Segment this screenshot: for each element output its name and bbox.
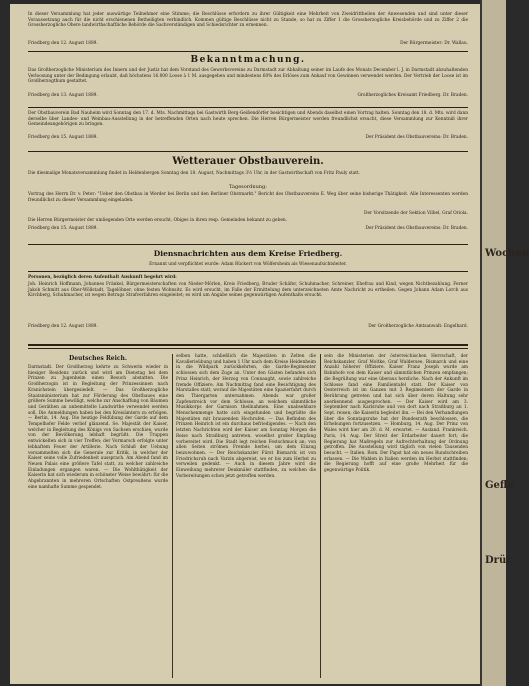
separator bbox=[28, 107, 468, 108]
edge-text: Gefle bbox=[485, 480, 514, 491]
adjacent-page-edge bbox=[480, 0, 529, 686]
section-double-rule bbox=[28, 344, 468, 346]
edge-text: Wochen bbox=[485, 248, 529, 259]
obstbau-visit-signature: Der Präsident des Obstbauvereins: Dr. Braden. bbox=[365, 135, 468, 140]
personen-date: Friedberg den 12. August 1889. bbox=[28, 324, 98, 329]
amtsanwalt-signature: Der Großherzogliche Amtsanwalt: Engelhard. bbox=[368, 324, 468, 329]
notice-assembly-signature: Der Bürgermeister: Dr. Wallau. bbox=[400, 41, 468, 46]
separator bbox=[28, 51, 468, 52]
wetterauer-obstbauverein-title: Wetterauer Obstbauverein. bbox=[172, 156, 324, 167]
separator bbox=[28, 271, 468, 272]
vorsitzender-signature: Der Vorsitzende der Sektion Vilbel, Graf Oriola. bbox=[364, 211, 468, 216]
column-right bbox=[324, 354, 468, 678]
obstbau-visit-body: Der Obstbauverein Bad Nauheim wird Sonntag den 17. d. Mts. Nachmittags bei Gastwirth Berg-Geißendörfer besichtigen und Abends daselbst einen Vortrag halten. Sonntag den 18. d. Mts. wird dann derselbe über Landes- und Weinbau-Ausstellung in der betreffenden Orten nach heute sprechen. Die Herren Bürgermeister werden freundlichst ersucht, diese Versammlung zur Kenntniß ihrer Gemeindeangehörigen zu bringen. bbox=[28, 111, 468, 128]
praesident-signature: Der Präsident des Obstbauvereins: Dr. Braden. bbox=[365, 226, 468, 231]
diensnachrichten-title: Diensnachrichten aus dem Kreise Friedberg. bbox=[153, 249, 343, 258]
personen-body: Joh. Heinrich Hoffmann, Johannes Fränkel, Bürgermeisterschaften von Nieder-Mörlen, Kreis Friedberg, Bruder Schäfer, Schuhmacher, Schreiner, Ehefrau und Kind, wegen Nichtbezahlung. Ferner Jakob Schmitt aus Ober-Wöllstadt, Tagelöhner, ohne festen Wohnsitz. Es wird ersucht, im Falle der Ermittelung dem unterzeichneten Amte Nachricht zu ertheilen. Gegen Johann Adam Lorch aus Kirchberg, Schuhmacher, ist wegen Betrugs Strafverfahren eingeleitet; es wird um Angabe seines gegenwärtigen Aufenthalts ersucht. bbox=[28, 282, 468, 299]
bekanntmachung-signature: Großherzogliches Kreisamt Friedberg. Dr. Braden. bbox=[357, 93, 468, 98]
column-text: sein die Ministerien der österreichischen Herrschaft, der Reichskanzler, Graf Moltke, Graf Waldersee, Bismarck und eine Anzahl höherer Offiziere. Kaiser Franz Joseph wurde am Bahnhofe von dem Kaiser und sämmtlichen Prinzen empfangen; die Begrüßung war eine überaus herzliche. Nach der Ankunft im Schlosse fand eine Familientafel statt. Der Kaiser von Oesterreich ist im Ganzen mit 3 Regimentern der Garde in Berührung getreten und hat sich über deren Haltung sehr anerkennend ausgesprochen. — Der Kaiser wird am 3. September nach Karlsruhe und von dort nach Straßburg an 1. Sept. reisen; die Kaiserin begleitet ihn. — Bei den Verhandlungen über die Sonntagsruhe hat der Bundesrath beschlossen, die Erhebungen fortzusetzen. — Homburg, 14. Aug. Der Prinz von Wales wird hier am 20. d. M. erwartet. — Ausland. Frankreich. Paris, 14. Aug. Der Streit der Erdarbeiter dauert fort; die Regierung hat Maßregeln zur Aufrechterhaltung der Ordnung getroffen. Die Ausstellung wird täglich von vielen Tausenden besucht. — Italien. Rom. Der Papst hat ein neues Rundschreiben erlassen. — Die Wahlen in Italien werden im Herbst stattfinden; die Regierung hofft auf eine große Mehrheit für die gegenwärtige Politik. bbox=[324, 354, 468, 474]
column-middle bbox=[176, 354, 316, 678]
tagesordnung-heading: Tagesordnung: bbox=[229, 184, 267, 190]
wetterauer-obstbauverein-body: Die diesmalige Monatsversammlung findet in Heldenbergen Sonntag den 18. August, Nachmittags 3½ Uhr, in der Gastwirthschaft von Fritz Pauly statt. bbox=[28, 171, 361, 176]
diensnachrichten-body: Ernannt und verpflichtet wurde: Adam Rückert von Wölfersheim als Wiesenaufsichtsleiter. bbox=[149, 262, 347, 267]
column-text: selben hatte, schließlich die Majestäten in Zelten die Kavallerieübung und haben 1 Uhr nach dem Kreise Heidenheim in die Wildpark zurückkehrten, die Garde-Regimenter schlossen sich dem Zuge an. Unter den Gästen befanden sich Prinz Heinrich, der Herzog von Connaught, sowie zahlreiche fremde Offiziere. Am Nachmittag fand eine Besichtigung des Marstalles statt, worauf die Majestäten eine Spazierfahrt durch den Thiergarten unternahmen. Abends war großer Zapfenstreich vor dem Schlosse, an welchem sämmtliche Musikkorps der Garnison theilnahmen. Eine unabsehbare Menschenmenge hatte sich eingefunden und begrüßte die Majestäten mit brausenden Hochrufen. — Das Befinden des Prinzen Heinrich ist ein durchaus befriedigendes. — Nach den letzten Nachrichten wird der Kaiser am Sonntag Morgen die Reise nach Straßburg antreten, woselbst großer Empfang vorbereitet wird. Die Stadt legt reichen Festschmuck an; von allen Seiten strömen Fremde herbei, um dem Einzug beizuwohnen. — Der Reichskanzler Fürst Bismarck ist von Friedrichsruh nach Varzin abgereist, wo er bis zum Herbst zu verweilen gedenkt. — Auch in diesem Jahre wird die Einweihung mehrerer Denkmäler stattfinden, zu welchen die Vorbereitungen schon jetzt getroffen werden. bbox=[176, 354, 316, 479]
column-divider bbox=[172, 354, 173, 678]
section-double-rule bbox=[28, 348, 468, 349]
notice-assembly-body: In dieser Versammlung hat jeder auswärtige Teilnehmer eine Stimme; die Beschlüsse erfordern zu ihrer Gültigkeit eine Mehrheit von Zweidrittheilen der Anwesenden und sind unter dieser Voraussetzung auch für die nicht erschienenen Betheiligten verbindlich. Kommen gültige Beschlüsse nicht zu Stande, so hat zu Ziffer 1 die Grossherzogliche Kreisbehörde und zu Ziffer 2 die Grossherzogliche Obere landwirthschaftliche Behörde die Sachverständigen und Schiedsrichter zu ernennen. bbox=[28, 12, 468, 29]
notice-assembly-date: Friedberg den 12. August 1889. bbox=[28, 41, 98, 46]
tagesordnung-items: Vortrag des Herrn Dr. v. Peter: "Ueber den Obstbau in Werder bei Berlin und den Berliner Obstmarkt." Bericht des Obstbauvereins E. Weg über seine bisherige Thätigkeit. Alle Interessenten werden freundlichst zu dieser Versammlung eingeladen. bbox=[28, 192, 468, 203]
personen-lead: Personen, bezüglich deren Aufenthalt Auskunft begehrt wird: bbox=[28, 275, 177, 280]
obstbau-visit-date: Friedberg den 15. August 1889. bbox=[28, 135, 98, 140]
column-divider bbox=[320, 354, 321, 678]
bekanntmachung-title: Bekanntmachung. bbox=[190, 55, 306, 65]
separator bbox=[28, 151, 468, 152]
edge-text: Drüc bbox=[485, 555, 513, 566]
bekanntmachung-date: Friedberg den 13. August 1889. bbox=[28, 93, 98, 98]
column-deutsches-reich bbox=[28, 354, 168, 678]
newspaper-page bbox=[10, 4, 480, 684]
column-heading: Deutsches Reich. bbox=[68, 355, 128, 362]
column-text: Darmstadt. Der Großherzog kehrte zu Schwerin wieder in hiesiger Residenz zurück und wird am Dienstag bei dem Prinzen zu Jugenheim einen Besuch abstatten. Die Großherzogin ist in Begleitung der Prinzessinnen nach Kranichstein übergesiedelt. — Das Großherzogliche Staatsministerium hat zur Förderung des Obstbaues eine größere Summe bewilligt, welche zur Anschaffung von Bäumen und Geräthen an unbemittelte Landwirthe verwendet werden soll. Die Anmeldungen haben bei den Kreisämtern zu erfolgen. — Berlin, 14. Aug. Die heutige Feldübung der Garde auf dem Tempelhofer Felde verlief glänzend. Se. Majestät der Kaiser, welcher in Begleitung des Königs von Sachsen erschien, wurde von der Bevölkerung lebhaft begrüßt. Die Truppen entwickelten sich in vier Treffen; der Vormarsch erfolgte unter lebhaftem Feuer der Artillerie. Nach Schluß der Uebung versammelten sich die Generale zur Kritik, in welcher der Kaiser seine volle Zufriedenheit aussprach. Am Abend fand im Neuen Palais eine größere Tafel statt, zu welcher zahlreiche Einladungen ergangen waren. — Die Wohlthätigkeit der Kaiserin hat sich wiederum in schönster Weise bewährt: für die Abgebrannten in mehreren Ortschaften Ostpreußens wurde eine namhafte Summe gespendet. bbox=[28, 365, 168, 490]
bekanntmachung-body: Das Großherzogliche Ministerium des Innern und der Justiz hat dem Vorstand des Gewerbsvereins zu Darmstadt zur Abhaltung seiner im Laufe des Monats December l. J. in Darmstadt abzuhaltenden Verloosung unter der Bedingung erlaubt, daß höchstens 16.000 Loose à 1 M. ausgegeben und mindestens 60% des Erlöses zum Ankauf von Gewinnen verwendet werden. Der Vertrieb der Loose ist im Großherzogthum gestattet. bbox=[28, 68, 468, 85]
wetterauer-date: Friedberg den 15. August 1889. bbox=[28, 226, 98, 231]
separator bbox=[28, 244, 468, 245]
buergermeister-note: Die Herren Bürgermeister der umliegenden Orte werden ersucht, Obiges in ihren resp. Gemeinden bekannt zu geben. bbox=[28, 218, 288, 223]
